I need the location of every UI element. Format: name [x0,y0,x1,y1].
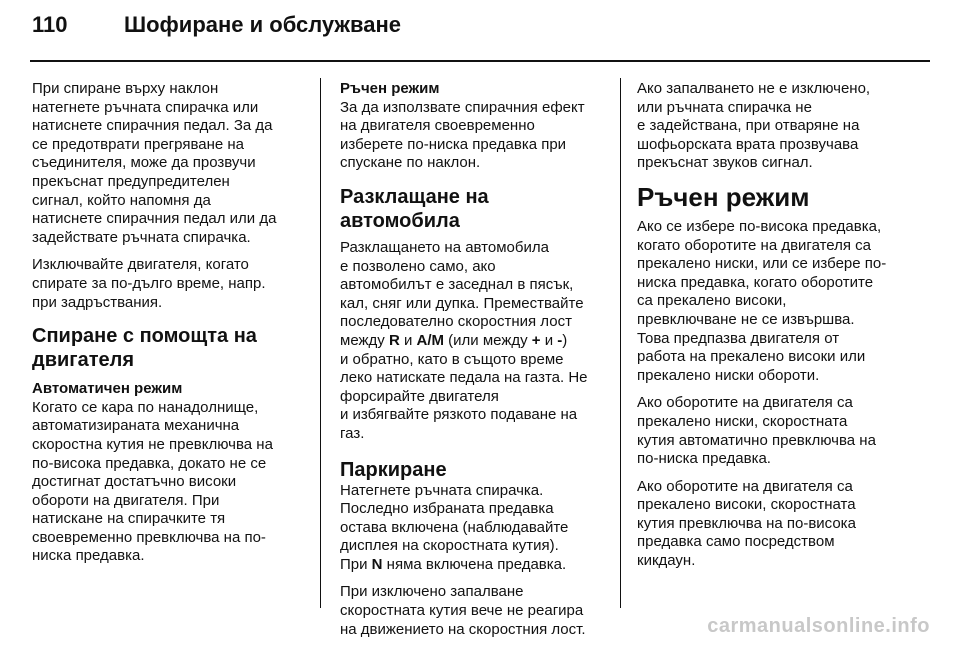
text-line: Натегнете ръчната спирачка. [340,481,544,499]
text-line: натиснете спирачния педал. За да [32,117,273,135]
heading-rocking-vehicle: Разклащане на автомобила [340,185,489,232]
paragraph-ignition-off [340,583,608,639]
text-line: При изключено запалване [340,583,524,601]
text-line: по-висока предавка, докато не се [32,454,267,472]
text-line: своевременно превключва на по- [32,528,266,546]
text-line: изберете по-ниска предавка при [340,135,567,153]
heading-line: двигателя [32,349,135,372]
text-line: превключване не се извършва. [637,310,855,328]
text-line: шофьорската врата прозвучава [637,135,859,153]
page-title: Шофиране и обслужване [124,12,402,37]
text-line: натегнете ръчната спирачка или [32,98,259,116]
text-line: кутия автоматично превключва на [637,431,876,449]
text-line: Изключвайте двигателя, когато [32,256,249,274]
text-line: скоростна кутия не превключва на [32,435,273,453]
text-line: Последно избраната предавка [340,500,554,518]
heading-engine-braking [32,324,300,372]
text-line: работа на прекалено високи или [637,348,866,366]
text-line: дисплея на скоростната кутия). [340,537,559,555]
heading-manual-mode: Ръчен режим [637,181,810,212]
text-line: и обратно, като в същото време [340,350,564,368]
text-line: задействате ръчната спирачка. [32,228,251,246]
paragraph-engine-off [32,256,300,312]
paragraph-downhill [32,399,300,566]
text-line: по-ниска предавка. [637,450,771,468]
text-line: прекъснат звуков сигнал. [637,154,813,172]
text-line: спирате за по-дълго време, напр. [32,274,266,292]
gear-N-label: N [371,555,383,573]
text-line: последователно скоростния лост [340,313,572,331]
text-line: газ. [340,424,365,442]
text-line: прекалено ниски, скоростната [637,412,848,430]
text-line: достигнат достатъчно високи [32,473,237,491]
text-fragment: и [540,331,558,349]
text-line: прекалено високи, скоростната [637,496,856,514]
text-line: автомобилът е заседнал в пясък, [340,276,574,294]
paragraph-engine-braking-manual [340,99,608,173]
text-line: спускане по наклон. [340,154,481,172]
subheading-manual-mode: Ръчен режим [340,80,440,97]
text-line: прекалено ниски обороти. [637,366,820,384]
text-fragment: между [340,331,389,349]
text-fragment: няма включена предавка. [382,555,567,573]
text-line: на движението на скоростния лост. [340,620,586,638]
text-line: ниска предавка. [32,547,145,565]
text-line: прекъснат предупредителен [32,172,230,190]
gear-AM-label: A/M [416,331,445,349]
text-line: остава включена (наблюдавайте [340,518,569,536]
text-fragment: ) [562,331,568,349]
header-rule [30,60,930,62]
text-line: автоматизираната механична [32,417,240,435]
paragraph-high-rpm [637,478,937,571]
text-line: предавка само посредством [637,533,835,551]
text-line: са прекалено високи, [637,292,787,310]
paragraph-warning-signal [637,80,937,173]
text-line: Ако запалването не е изключено, [637,80,871,97]
text-line: на двигателя своевременно [340,117,535,135]
page-number: 110 [32,12,68,37]
text-line-gear-positions [340,332,608,351]
text-line: при задръствания. [32,293,163,311]
text-fragment: При [340,555,372,573]
paragraph-low-rpm [637,394,937,468]
column-2 [340,80,608,648]
text-line: и избягвайте рязкото подаване на [340,406,578,424]
text-line: Това предпазва двигателя от [637,329,840,347]
text-line: прекалено ниски, или се избере по- [637,255,887,273]
text-line: кикдаун. [637,552,696,570]
text-line: е задействана, при отваряне на [637,117,860,135]
subheading-automatic-mode: Автоматичен режим [32,380,183,398]
gear-minus-label: - [557,331,563,349]
text-line: форсирайте двигателя [340,387,499,405]
text-line: Ако оборотите на двигателя са [637,394,853,412]
page-header [32,12,401,42]
heading-parking: Паркиране [340,458,447,481]
text-line: кал, сняг или дупка. Премествайте [340,294,584,312]
text-line: когато оборотите на двигателя са [637,236,872,254]
text-fragment: (или между [444,331,532,349]
text-line: Когато се кара по нанадолнище, [32,398,259,416]
text-line: При спиране върху наклон [32,80,219,97]
text-line: Разклащането на автомобила [340,238,549,256]
text-line: Ако оборотите на двигателя са [637,477,853,495]
column-3 [637,80,937,580]
column-divider-1 [320,78,321,608]
text-line: натиснете спирачния педал или да [32,210,277,228]
watermark: carmanualsonline.info [707,615,930,637]
text-line: леко натискате педала на газта. Не [340,369,588,387]
paragraph-hill-stop [32,80,300,247]
paragraph-manual-mode [637,218,937,385]
text-line: натискане на спирачките тя [32,510,226,528]
text-line: сигнал, който напомня да [32,191,211,209]
column-1 [32,80,300,575]
gear-plus-label: + [531,331,541,349]
text-line: съединителя, може да прозвучи [32,154,256,172]
text-line: Ако се избере по-висока предавка, [637,217,882,235]
heading-line: Спиране с помощта на [32,325,257,348]
text-line: или ръчната спирачка не [637,98,812,116]
paragraph-rocking [340,239,608,444]
text-line: За да използвате спирачния ефект [340,98,585,116]
text-line: се предотврати прегряване на [32,135,244,153]
gear-R-label: R [388,331,400,349]
text-line: ниска предавка, когато оборотите [637,273,874,291]
column-divider-2 [620,78,621,608]
text-line: кутия превключва на по-висока [637,514,856,532]
text-line-neutral [340,556,608,575]
text-line: скоростната кутия вече не реагира [340,602,584,620]
paragraph-parking [340,482,608,575]
text-fragment: и [399,331,417,349]
text-line: обороти на двигателя. При [32,491,220,509]
text-line: е позволено само, ако [340,257,496,275]
